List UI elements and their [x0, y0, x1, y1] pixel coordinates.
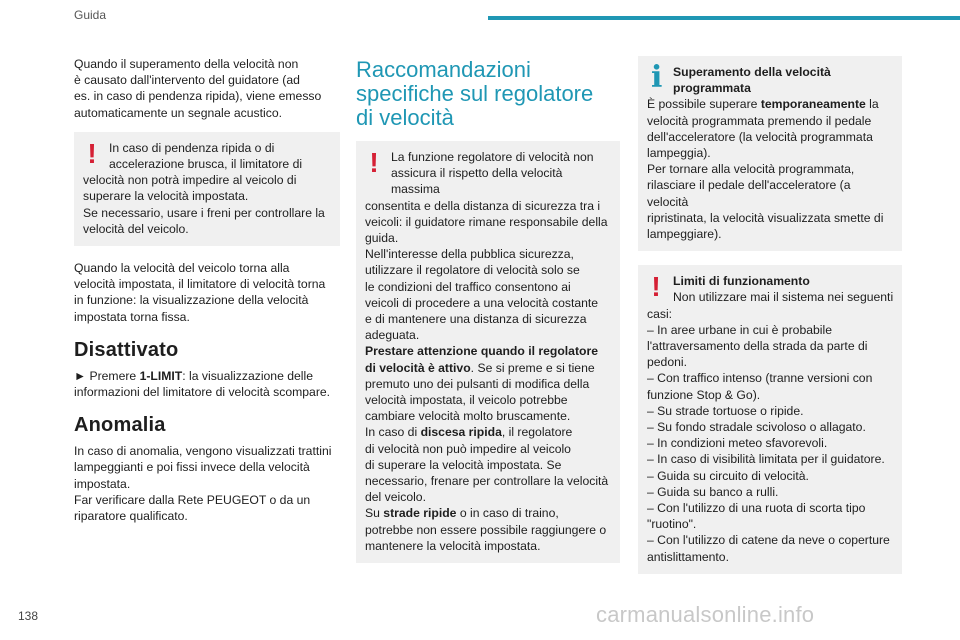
warning-box-steep-slope — [74, 132, 340, 246]
warning-text-rest: velocità non potrà impedire al veicolo di superare la velocità impostata. Se necessario, usare i freni per controllare la velocità del veicolo. — [83, 173, 325, 236]
column-right — [638, 56, 902, 588]
watermark: carmanualsonline.info — [596, 602, 815, 627]
heading-disattivato: Disattivato — [74, 338, 179, 361]
warning-text-rest: consentita e della distanza di sicurezza tra i veicoli: il guidatore rimane responsabile della guida. Nell'interesse della pubblica sicurezza, utilizzare il regolatore di velocità solo se le condizioni del traffico consentono ai veicoli di procedere a una velocità costante e di mantenere una distanza di sicurezza adeguata. Prestare attenzione quando il regolatore di velocità è attivo. Se si preme e si tiene premuto uno dei pulsanti di modifica della velocità impostata, il veicolo potrebbe cambiare velocità molto bruscamente. In caso di discesa ripida, il regolatore di velocità non può impedire al veicolo di superare la velocità impostata. Se necessario, frenare per controllare la velocità del veicolo. Su strade ripide o in caso di traino, potrebbe non essere possibile raggiungere o mantenere la velocità impostata. — [365, 198, 609, 553]
arrow-icon: ► — [74, 368, 87, 383]
warning-icon: ! — [651, 271, 661, 303]
disattivato-paragraph: ► Premere 1-LIMIT: la visualizzazione delle informazioni del limitatore di velocità scompare. — [74, 368, 331, 400]
column-left — [74, 56, 340, 524]
warning-icon: ! — [369, 147, 379, 178]
warning-text-first: La funzione regolatore di velocità non assicura il rispetto della velocità massima — [391, 150, 594, 197]
limits-list: casi: – In aree urbane in cui è probabile l'attraversamento della strada da parte di pedoni. – Con traffico intenso (tranne versioni con funzione Stop & Go). – Su strade tortuose o ripide. – Su fondo stradale scivoloso o allagato. – In condizioni meteo sfavorevoli. – In caso di visibilità limitata per il guidatore. – Guida su circuito di velocità. – Guida su banco a rulli. – Con l'utilizzo di una ruota di scorta tipo "ruotino". – Con l'utilizzo di catene da neve o coperture antislittamento. — [647, 306, 890, 564]
warning-box-cruise-control — [356, 141, 620, 563]
info-text: È possibile superare temporaneamente la velocità programmata premendo il pedale dell'acceleratore (la velocità programmata lampeggia). Per tornare alla velocità programmata, rilasciare il pedale dell'acceleratore (a velocità ripristinata, la velocità visualizzata smette di lampeggiare). — [647, 97, 884, 242]
warning-icon: ! — [87, 137, 97, 169]
warning-text-first: In caso di pendenza ripida o di accelerazione brusca, il limitatore di — [109, 140, 303, 172]
limits-title: Limiti di funzionamento Non utilizzare mai il sistema nei seguenti — [673, 274, 894, 305]
heading-raccomandazioni: Raccomandazioni specifiche sul regolatore di velocità — [356, 57, 594, 130]
info-box-speed-exceed — [638, 56, 902, 251]
warning-box-limits — [638, 265, 902, 574]
info-icon: i — [651, 60, 663, 95]
info-title: Superamento della velocità programmata — [673, 65, 831, 96]
button-name-1-limit: 1-LIMIT — [139, 368, 183, 383]
speed-return-paragraph: Quando la velocità del veicolo torna alla velocità impostata, il limitatore di velocità torna in funzione: la visualizzazione della velocità impostata torna fissa. — [74, 261, 326, 324]
header-accent-bar — [488, 16, 960, 20]
column-middle — [356, 58, 620, 577]
anomalia-paragraph: In caso di anomalia, vengono visualizzati trattini lampeggianti e poi fissi invece della velocità impostata. Far verificare dalla Rete PEUGEOT o da un riparatore qualificato. — [74, 444, 332, 524]
page-number: 138 — [18, 609, 39, 623]
speed-exceed-paragraph: Quando il superamento della velocità non è causato dall'intervento del guidatore (ad es. in caso di pendenza ripida), viene emesso automaticamente un segnale acustico. — [74, 57, 322, 120]
heading-anomalia: Anomalia — [74, 414, 166, 437]
section-label: Guida — [74, 8, 107, 22]
